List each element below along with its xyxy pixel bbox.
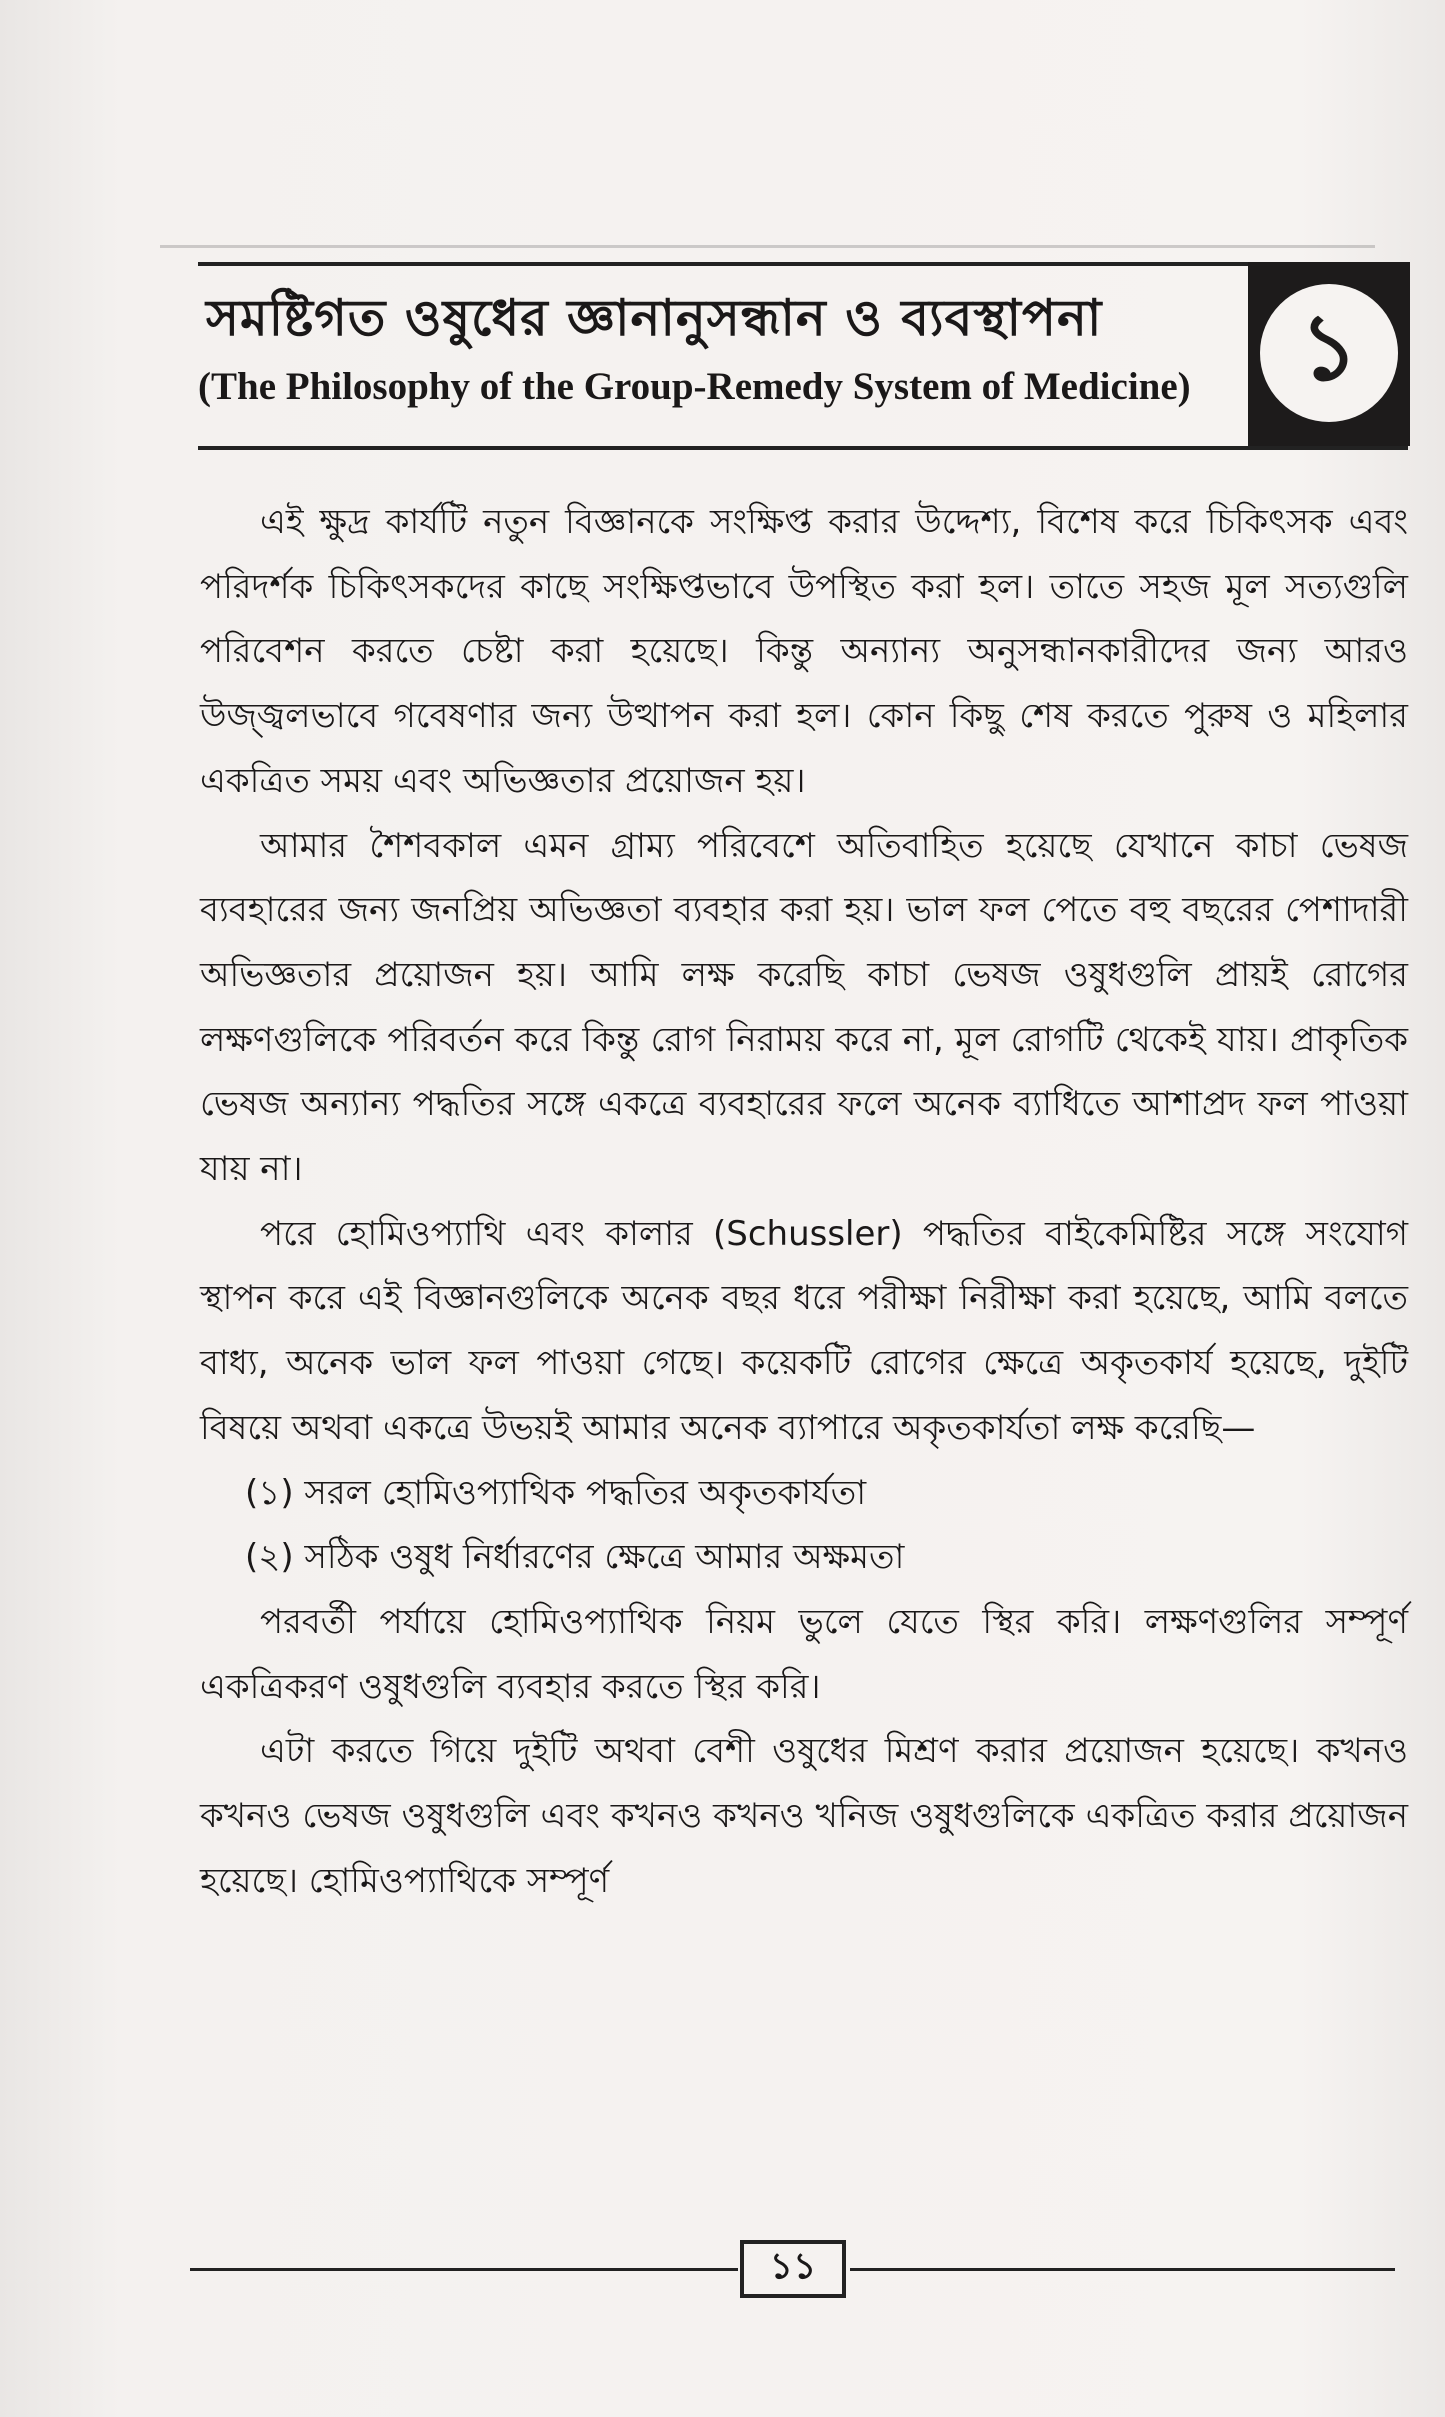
list-item-1: (১) সরল হোমিওপ্যাথিক পদ্ধতির অকৃতকার্যতা	[245, 1472, 867, 1513]
chapter-number: ১	[1260, 284, 1398, 422]
chapter-subtitle: (The Philosophy of the Group-Remedy System of Medicine)	[198, 365, 1191, 408]
paragraph-3: পরে হোমিওপ্যাথি এবং কালার (Schussler) পদ্ধতির বাইকেমিষ্টির সঙ্গে সংযোগ স্থাপন করে এই বিজ্ঞানগুলিকে অনেক বছর ধরে পরীক্ষা নিরীক্ষা করা হয়েছে, আমি বলতে বাধ্য, অনেক ভাল ফল পাওয়া গেছে। কয়েকটি রোগের ক্ষেত্রে অকৃতকার্য হয়েছে, দুইটি বিষয়ে অথবা একত্রে উভয়ই আমার অনেক ব্যাপারে অকৃতকার্যতা লক্ষ করেছি—	[200, 1213, 1408, 1448]
chapter-title: সমষ্টিগত ওষুধের জ্ঞানানুসন্ধান ও ব্যবস্থাপনা	[206, 288, 1103, 347]
footer-rule-right	[850, 2268, 1395, 2271]
paragraph-4: পরবর্তী পর্যায়ে হোমিওপ্যাথিক নিয়ম ভুলে যেতে স্থির করি। লক্ষণগুলির সম্পূর্ণ একত্রিকরণ ওষুধগুলি ব্যবহার করতে স্থির করি।	[200, 1601, 1408, 1707]
chapter-header	[198, 262, 1408, 450]
chapter-number-badge	[1248, 262, 1410, 446]
footer-rule-left	[190, 2268, 738, 2271]
page-number: ১১	[740, 2240, 846, 2298]
list-item-2: (২) সঠিক ওষুধ নির্ধারণের ক্ষেত্রে আমার অক্ষমতা	[245, 1537, 905, 1578]
paragraph-2: আমার শৈশবকাল এমন গ্রাম্য পরিবেশে অতিবাহিত হয়েছে যেখানে কাচা ভেষজ ব্যবহারের জন্য জনপ্রিয় অভিজ্ঞতা ব্যবহার করা হয়। ভাল ফল পেতে বহু বছরের পেশাদারী অভিজ্ঞতার প্রয়োজন হয়। আমি লক্ষ করেছি কাচা ভেষজ ওষুধগুলি প্রায়ই রোগের লক্ষণগুলিকে পরিবর্তন করে কিন্তু রোগ নিরাময় করে না, মূল রোগটি থেকেই যায়। প্রাকৃতিক ভেষজ অন্যান্য পদ্ধতির সঙ্গে একত্রে ব্যবহারের ফলে অনেক ব্যাধিতে আশাপ্রদ ফল পাওয়া যায় না।	[200, 825, 1408, 1190]
paragraph-1: এই ক্ষুদ্র কার্যটি নতুন বিজ্ঞানকে সংক্ষিপ্ত করার উদ্দেশ্য, বিশেষ করে চিকিৎসক এবং পরিদর্শক চিকিৎসকদের কাছে সংক্ষিপ্তভাবে উপস্থিত করা হল। তাতে সহজ মূল সত্যগুলি পরিবেশন করতে চেষ্টা করা হয়েছে। কিন্তু অন্যান্য অনুসন্ধানকারীদের জন্য আরও উজ্জ্বলভাবে গবেষণার জন্য উত্থাপন করা হল। কোন কিছু শেষ করতে পুরুষ ও মহিলার একত্রিত সময় এবং অভিজ্ঞতার প্রয়োজন হয়।	[200, 502, 1408, 801]
paragraph-5: এটা করতে গিয়ে দুইটি অথবা বেশী ওষুধের মিশ্রণ করার প্রয়োজন হয়েছে। কখনও কখনও ভেষজ ওষুধগুলি এবং কখনও কখনও খনিজ ওষুধগুলিকে একত্রিত করার প্রয়োজন হয়েছে। হোমিওপ্যাথিকে সম্পূর্ণ	[200, 1731, 1408, 1901]
running-head	[160, 205, 1375, 248]
body-text	[200, 490, 1408, 1913]
